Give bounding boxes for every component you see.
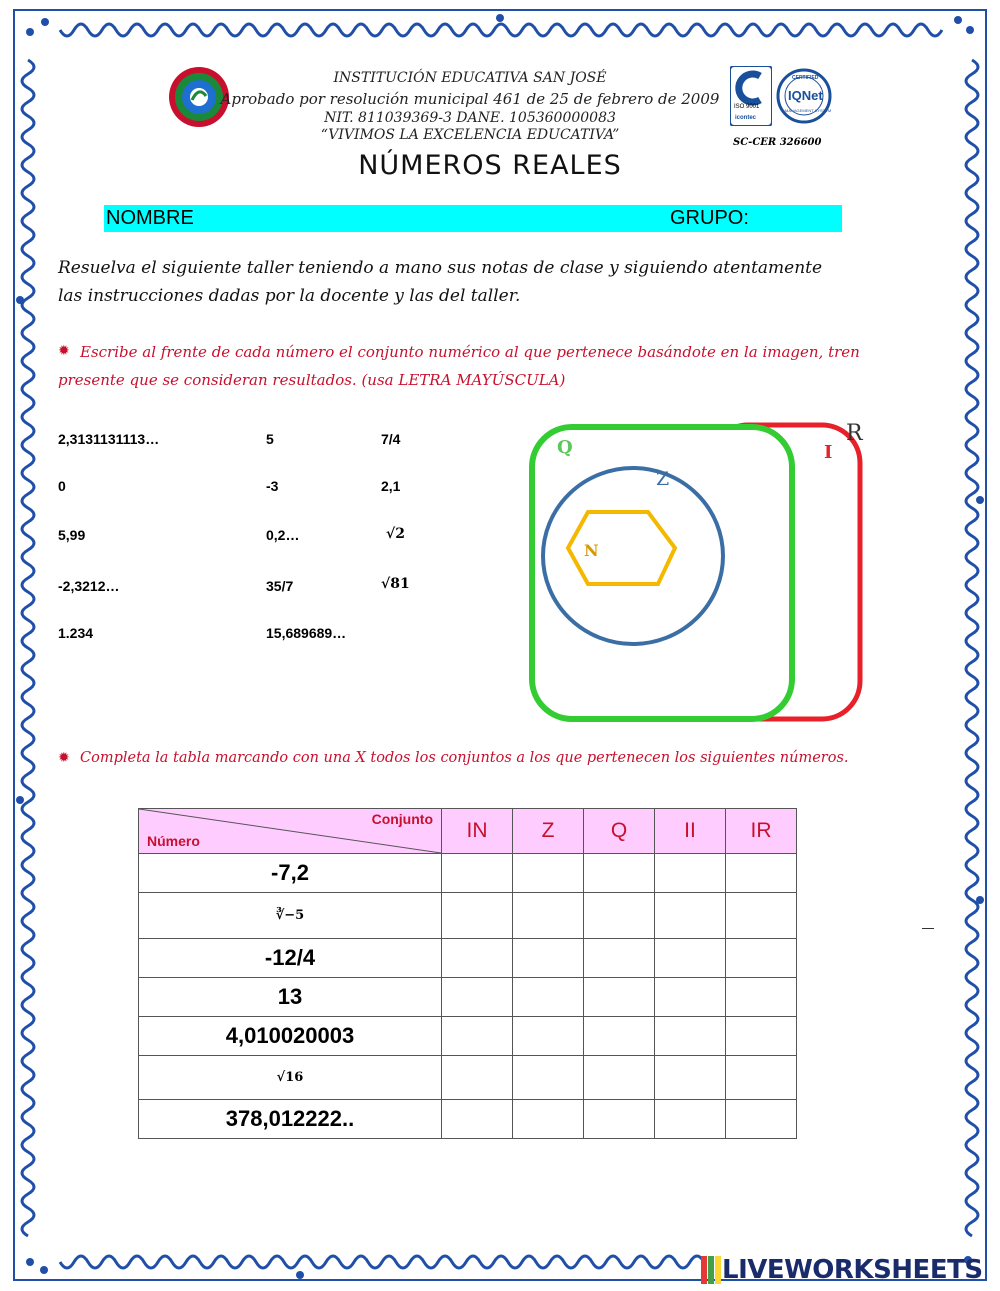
number-item: 1.234 <box>58 625 94 641</box>
motto-line: “VIVIMOS LA EXCELENCIA EDUCATIVA” <box>320 127 620 143</box>
liveworksheets-text: LIVEWORKSHEETS <box>722 1255 983 1285</box>
icontec-label: icontec <box>735 115 757 121</box>
answer-cell[interactable] <box>513 978 584 1017</box>
answer-cell[interactable] <box>655 1100 726 1139</box>
iqnet-certified-label: CERTIFIED <box>792 75 819 81</box>
numero-label: Número <box>147 833 200 849</box>
bullet-icon: ✹ <box>58 749 70 765</box>
answer-cell[interactable] <box>726 1056 797 1100</box>
table-header-row <box>139 809 797 854</box>
number-item: 0 <box>58 478 66 494</box>
answer-cell[interactable] <box>726 854 797 893</box>
school-name: INSTITUCIÓN EDUCATIVA SAN JOSÉ <box>333 70 607 86</box>
number-item: -3 <box>266 478 279 494</box>
row-number: -12/4 <box>139 939 442 978</box>
row-number: -7,2 <box>139 854 442 893</box>
answer-cell[interactable] <box>584 978 655 1017</box>
name-label: NOMBRE <box>106 207 194 229</box>
answer-cell[interactable] <box>584 1017 655 1056</box>
answer-cell[interactable] <box>584 893 655 939</box>
answer-cell[interactable] <box>726 893 797 939</box>
label-Z: Z <box>656 468 670 490</box>
answer-cell[interactable] <box>726 1100 797 1139</box>
answer-cell[interactable] <box>726 939 797 978</box>
set-header-N: IN <box>442 809 513 854</box>
answer-cell[interactable] <box>513 1017 584 1056</box>
sets-table <box>138 808 797 1139</box>
label-Q: Q <box>557 437 573 458</box>
section1-line-1: Escribe al frente de cada número el conjunto numérico al que pertenece basándote en la imagen, tren <box>80 343 860 361</box>
answer-cell[interactable] <box>442 978 513 1017</box>
row-number: ∛−5 <box>139 893 442 939</box>
answer-cell[interactable] <box>584 1056 655 1100</box>
set-header-R: IR <box>726 809 797 854</box>
diagonal-header-cell <box>139 809 442 854</box>
answer-cell[interactable] <box>655 854 726 893</box>
table-row <box>139 1056 797 1100</box>
intro-line-2: las instrucciones dadas por la docente y las del taller. <box>58 286 521 306</box>
answer-cell[interactable] <box>655 978 726 1017</box>
answer-cell[interactable] <box>442 854 513 893</box>
section2-instruction: Completa la tabla marcando con una X todos los conjuntos a los que pertenecen los siguientes números. <box>80 750 849 766</box>
answer-cell[interactable] <box>726 978 797 1017</box>
set-header-Q: Q <box>584 809 655 854</box>
certification-logos <box>730 66 840 136</box>
answer-cell[interactable] <box>726 1017 797 1056</box>
answer-cell[interactable] <box>513 1100 584 1139</box>
answer-cell[interactable] <box>442 893 513 939</box>
nit-line: NIT. 811039369-3 DANE. 105360000083 <box>324 110 616 126</box>
table-row <box>139 978 797 1017</box>
answer-cell[interactable] <box>584 1100 655 1139</box>
conjunto-label: Conjunto <box>371 811 433 827</box>
section1-line-2: presente que se consideran resultados. (usa LETRA MAYÚSCULA) <box>58 371 566 389</box>
number-item: 2,1 <box>381 478 401 494</box>
number-item: 5 <box>266 431 274 447</box>
cert-code: SC-CER 326600 <box>733 137 822 148</box>
row-number: 4,010020003 <box>139 1017 442 1056</box>
answer-cell[interactable] <box>584 854 655 893</box>
set-header-I: II <box>655 809 726 854</box>
table-row <box>139 1017 797 1056</box>
number-item: 7/4 <box>381 431 401 447</box>
answer-cell[interactable] <box>513 1056 584 1100</box>
approval-line: Aprobado por resolución municipal 461 de 25 de febrero de 2009 <box>220 90 720 108</box>
answer-cell[interactable] <box>442 1056 513 1100</box>
liveworksheets-icon <box>700 1255 722 1285</box>
name-group-bar <box>104 205 842 232</box>
bullet-icon: ✹ <box>58 342 70 358</box>
number-item: √81 <box>381 576 410 592</box>
stray-dash <box>922 928 934 929</box>
answer-cell[interactable] <box>513 939 584 978</box>
set-header-Z: Z <box>513 809 584 854</box>
number-item: 2,3131131113… <box>58 431 160 447</box>
iso-label: ISO 9001 <box>734 104 760 110</box>
venn-diagram <box>520 415 880 735</box>
label-N: N <box>584 541 599 560</box>
number-item: -2,3212… <box>58 578 120 594</box>
number-item: 5,99 <box>58 527 86 543</box>
group-label: GRUPO: <box>670 207 749 229</box>
answer-cell[interactable] <box>655 1056 726 1100</box>
number-item: 35/7 <box>266 578 294 594</box>
answer-cell[interactable] <box>655 893 726 939</box>
answer-cell[interactable] <box>513 854 584 893</box>
iqnet-label: IQNet <box>788 88 823 103</box>
answer-cell[interactable] <box>442 1100 513 1139</box>
label-I: I <box>824 442 833 463</box>
answer-cell[interactable] <box>442 939 513 978</box>
answer-cell[interactable] <box>442 1017 513 1056</box>
table-row <box>139 893 797 939</box>
page-title: NÚMEROS REALES <box>358 150 622 181</box>
answer-cell[interactable] <box>513 893 584 939</box>
intro-line-1: Resuelva el siguiente taller teniendo a mano sus notas de clase y siguiendo atentamente <box>58 258 823 278</box>
answer-cell[interactable] <box>655 939 726 978</box>
row-number: √16 <box>139 1056 442 1100</box>
row-number: 378,012222.. <box>139 1100 442 1139</box>
table-row <box>139 854 797 893</box>
number-item: 15,689689… <box>266 625 347 641</box>
liveworksheets-logo[interactable] <box>700 1253 990 1287</box>
number-item: √2 <box>386 526 405 542</box>
answer-cell[interactable] <box>584 939 655 978</box>
table-row <box>139 939 797 978</box>
row-number: 13 <box>139 978 442 1017</box>
number-item: 0,2… <box>266 527 300 543</box>
iqnet-management-label: MANAGEMENT SYSTEM <box>785 108 832 113</box>
table-row <box>139 1100 797 1139</box>
label-R: R <box>846 421 863 446</box>
answer-cell[interactable] <box>655 1017 726 1056</box>
